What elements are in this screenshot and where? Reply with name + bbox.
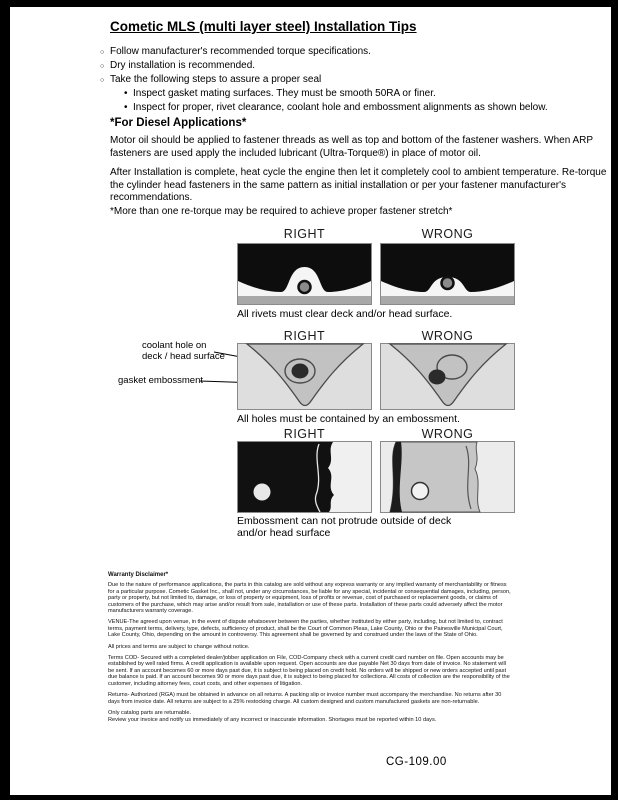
annotation-coolant-line2: deck / head surface: [142, 351, 225, 362]
warranty-disclaimer-heading: Warranty Disclaimer*: [108, 572, 169, 578]
retorque-note: *More than one re-torque may be required to achieve proper fastener stretch*: [110, 206, 453, 217]
tip-substeps-list: [124, 88, 601, 115]
diesel-paragraph-1: Motor oil should be applied to fastener threads as well as top and bottom of the fastener washers. When ARP fasteners are used apply the included lubricant (Ultra-Torque®) in place of motor oil.: [110, 135, 593, 159]
returnable-notice: Only catalog parts are returnable.: [108, 709, 192, 716]
substep-text: Inspect for proper, rivet clearance, coolant hole and embossment alignments as shown below.: [133, 102, 548, 113]
installation-tips-list: [101, 46, 601, 116]
tip-text: Take the following steps to assure a proper seal: [110, 74, 322, 85]
venue-paragraph: VENUE-The agreed upon venue, in the event of dispute whatsoever between the parties, whether instituted by either party, including, but not limited to, contract terms, payment terms, delivery, type, defects, sufficiency of product, shall be the Court of Common Pleas, Lake County, Ohio or the Painesville Municipal Court, Lake County, Ohio, depending on the amount in controversy. This agreement shall be governed by and construed under the laws of the State of Ohio.: [108, 619, 503, 639]
tip-text: Follow manufacturer's recommended torque specifications.: [110, 46, 371, 57]
tip-text: Dry installation is recommended.: [110, 60, 256, 71]
review-invoice-notice: Review your invoice and notify us immediately of any incorrect or inaccurate information. Shortages must be reported within 10 days.: [108, 717, 437, 724]
scan-border-left: [0, 0, 10, 800]
scan-border-bottom: [0, 795, 618, 800]
label-right-row3: RIGHT: [283, 427, 326, 441]
tip-item: [101, 46, 601, 59]
page-title: Cometic MLS (multi layer steel) Installation Tips: [110, 19, 417, 34]
scan-border-right: [611, 0, 618, 800]
figure-rivet-wrong: [380, 243, 515, 305]
scan-border-top: [0, 0, 618, 7]
caption-rivets: All rivets must clear deck and/or head surface.: [237, 308, 453, 320]
figure-embossment-right: [237, 441, 372, 513]
catalog-page-code: CG-109.00: [386, 756, 447, 768]
terms-cod-paragraph: Terms COD- Secured with a completed dealer/jobber application on File, COD-Company check with a current credit card number on file. Open accounts may be established by well rated firms. A credit application is available upon request. Open accounts are due payable Net 30 days from date of invoice. No statement will be sent. If an account becomes 60 or more days past due, it is subject to being placed on credit hold. No orders will be shipped or new orders accepted until past due balance is paid. If an account becomes 90 or more days past due, it is subject to being placed for collections. All costs of collection are the responsibility of the customer, including attorney fees, court costs, and other expenses of litigation.: [108, 655, 510, 687]
diesel-paragraph-2: After Installation is complete, heat cycle the engine then let it completely cool to ambient temperature. Re-torque the cylinder head fasteners in the same pattern as initial installation or per your fastener manufacturer's recommendations.: [110, 167, 607, 203]
label-right-row1: RIGHT: [283, 227, 326, 241]
caption-embossment-line1: Embossment can not protrude outside of deck: [237, 515, 452, 527]
annotation-coolant-line1: coolant hole on: [142, 340, 207, 351]
tip-item: [101, 60, 601, 73]
figure-embossment-wrong: [380, 441, 515, 513]
label-right-row2: RIGHT: [283, 329, 326, 343]
figure-rivet-right: [237, 243, 372, 305]
caption-embossment-line2: and/or head surface: [237, 526, 331, 539]
figure-coolant-hole-right: [237, 343, 372, 410]
figure-coolant-hole-wrong: [380, 343, 515, 410]
label-wrong-row3: WRONG: [421, 427, 474, 441]
returns-paragraph: Returns- Authorized (RGA) must be obtained in advance on all returns. A packing slip or invoice number must accompany the merchandise. No returns after 30 days from invoice date. All returns are subject to a 25% restocking charge. All custom designed and custom manufactured gaskets are non-returnable.: [108, 692, 502, 705]
warranty-paragraph: Due to the nature of performance applications, the parts in this catalog are sold without any express warranty or any implied warranty of merchantability or fitness for a particular purpose. Cometic Gasket Inc., shall not, under any circumstances, be liable for any special, incidental or consequential damages, including, person, party or property, but not limited to, damage, or loss of property or equipment, loss of profits or revenue, cost of purchased or replacement goods, or claims of customers of the purchase, which may arise and/or result from sale, installation or use of these parts. Installation of these parts could adversely affect the motor manufacturers warranty coverage.: [108, 582, 511, 615]
tip-item: [101, 74, 601, 115]
legal-section: [108, 572, 513, 729]
diesel-applications-heading: *For Diesel Applications*: [110, 117, 247, 129]
substep-item: [124, 102, 601, 115]
label-wrong-row2: WRONG: [421, 329, 474, 343]
caption-holes: All holes must be contained by an embossment.: [237, 413, 460, 425]
substep-item: [124, 88, 601, 101]
label-wrong-row1: WRONG: [421, 227, 474, 241]
annotation-gasket-embossment: gasket embossment: [118, 375, 204, 386]
caption-embossment: [237, 516, 451, 539]
substep-text: Inspect gasket mating surfaces. They must be smooth 50RA or finer.: [133, 88, 436, 99]
prices-notice: All prices and terms are subject to change without notice.: [108, 643, 250, 650]
